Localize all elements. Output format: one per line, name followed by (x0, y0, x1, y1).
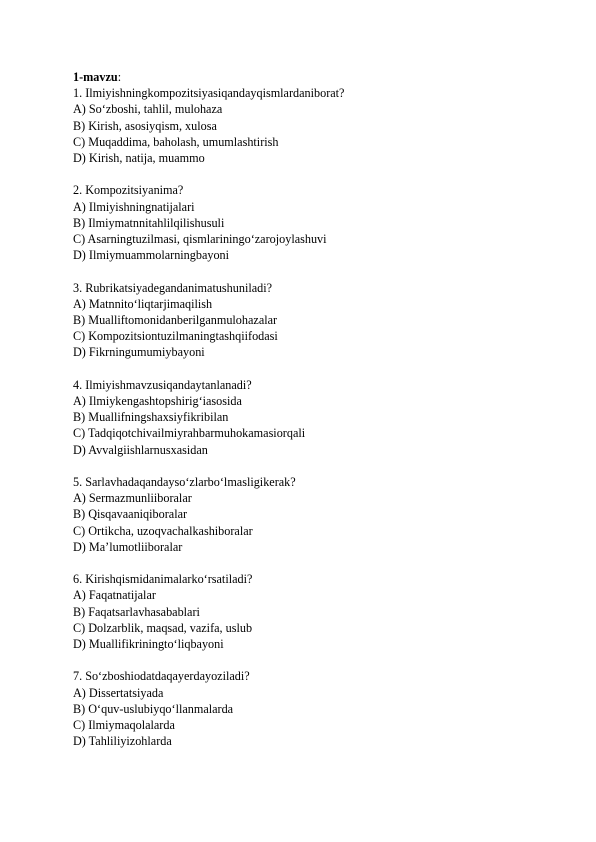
answer-option: B) O‘quv-uslubiyqo‘llanmalarda (73, 701, 234, 716)
question-text: 2. Kompozitsiyanima? (73, 183, 184, 198)
answer-option: B) Qisqavaaniqiboralar (73, 507, 188, 522)
question-block (73, 571, 573, 652)
question-text: 7. So‘zboshiodatdaqayerdayoziladi? (73, 669, 250, 684)
question-text: 4. Ilmiyishmavzusiqandaytanlanadi? (73, 377, 252, 392)
document-page (73, 69, 573, 766)
answer-option: A) So‘zboshi, tahlil, mulohaza (73, 102, 223, 117)
topic-label: 1-mavzu (73, 70, 118, 84)
answer-option: C) Ilmiymaqolalarda (73, 718, 175, 733)
answer-option: C) Tadqiqotchivailmiyrahbarmuhokamasiorqali (73, 426, 306, 441)
answer-option: D) Muallifikriningto‘liqbayoni (73, 637, 224, 652)
question-text: 6. Kirishqismidanimalarko‘rsatiladi? (73, 572, 253, 587)
answer-option: D) Avvalgiishlarnusxasidan (73, 442, 208, 457)
topic-suffix: : (117, 70, 122, 84)
answer-option: B) Ilmiymatnnitahlilqilishusuli (73, 215, 225, 230)
topic-heading (73, 69, 573, 85)
answer-option: A) Ilmiykengashtopshirig‘iasosida (73, 394, 242, 409)
answer-option: C) Kompozitsiontuzilmaningtashqiifodasi (73, 329, 278, 344)
answer-option: D) Tahliliyizohlarda (73, 734, 172, 749)
answer-option: B) Faqatsarlavhasabablari (73, 604, 200, 619)
question-block (73, 377, 573, 458)
answer-option: C) Ortikcha, uzoqvachalkashiboralar (73, 523, 253, 538)
answer-option: C) Asarningtuzilmasi, qismlariningo‘zarojoylashuvi (73, 232, 327, 247)
answer-option: D) Kirish, natija, muammo (73, 151, 205, 166)
answer-option: C) Muqaddima, baholash, umumlashtirish (73, 134, 279, 149)
question-block (73, 85, 573, 166)
answer-option: A) Ilmiyishningnatijalari (73, 199, 195, 214)
question-text: 5. Sarlavhadaqandayso‘zlarbo‘lmasligikerak? (73, 475, 296, 490)
answer-option: A) Matnnito‘liqtarjimaqilish (73, 296, 213, 311)
answer-option: B) Kirish, asosiyqism, xulosa (73, 118, 217, 133)
answer-option: A) Sermazmunliiboralar (73, 491, 192, 506)
answer-option: D) Fikrningumumiybayoni (73, 345, 205, 360)
answer-option: B) Mualliftomonidanberilganmulohazalar (73, 313, 278, 328)
answer-option: C) Dolzarblik, maqsad, vazifa, uslub (73, 620, 253, 635)
answer-option: A) Dissertatsiyada (73, 685, 164, 700)
question-block (73, 668, 573, 749)
answer-option: D) Ma’lumotliiboralar (73, 539, 183, 554)
question-list (73, 85, 573, 749)
answer-option: A) Faqatnatijalar (73, 588, 156, 603)
answer-option: B) Muallifningshaxsiyfikribilan (73, 410, 229, 425)
answer-option: D) Ilmiymuammolarningbayoni (73, 248, 230, 263)
question-block (73, 474, 573, 555)
question-text: 1. Ilmiyishningkompozitsiyasiqandayqismlardaniborat? (73, 86, 345, 101)
question-text: 3. Rubrikatsiyadegandanimatushuniladi? (73, 280, 273, 295)
question-block (73, 182, 573, 263)
question-block (73, 280, 573, 361)
